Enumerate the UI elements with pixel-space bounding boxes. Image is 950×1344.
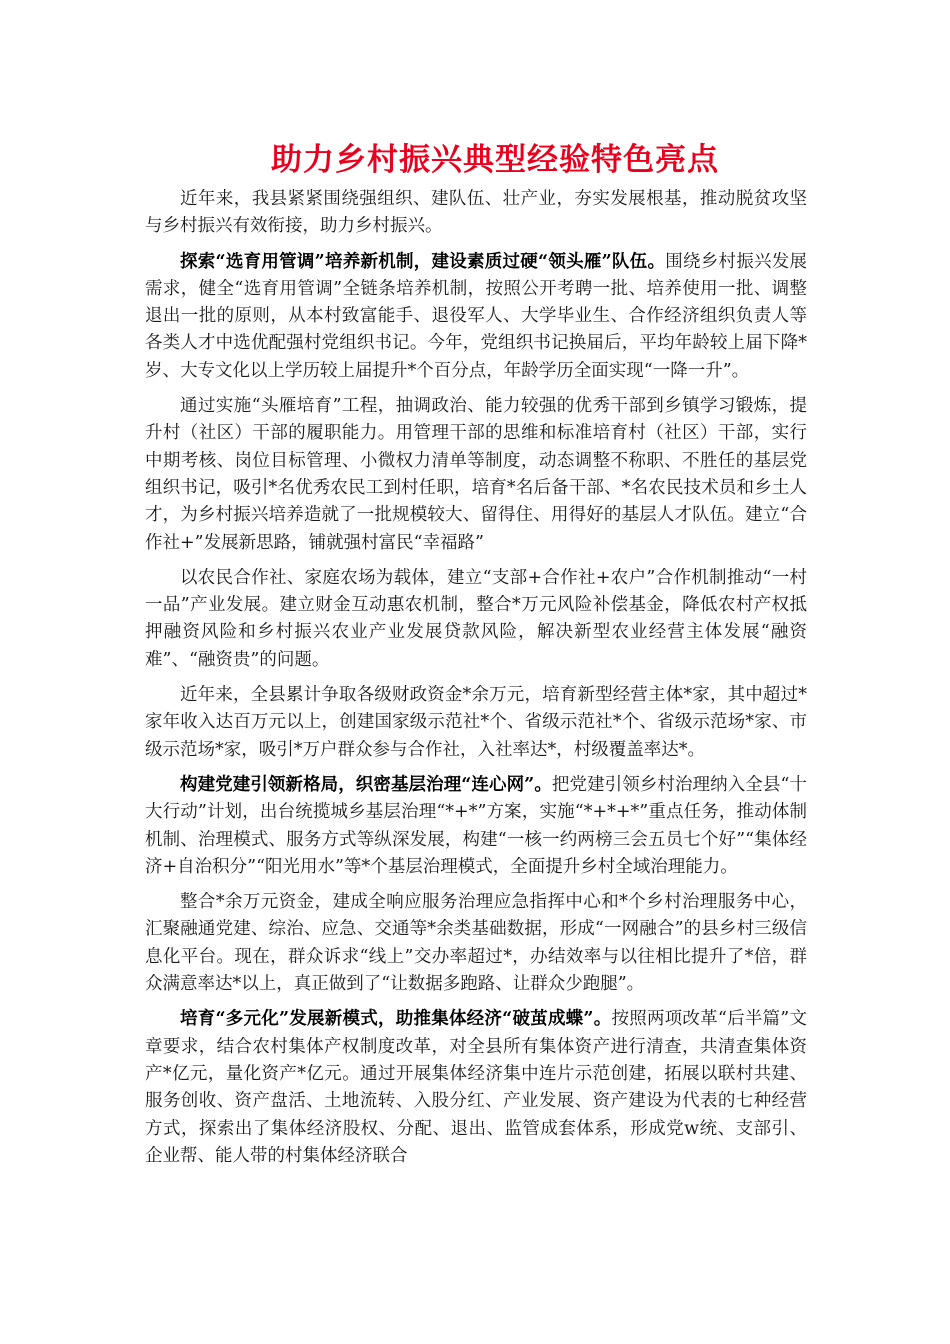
paragraph-collective-economy: [145, 1006, 807, 1170]
paragraph-text: 整合*余万元资金，建成全响应服务治理应急指挥中心和*个乡村治理服务中心，汇聚融通党建、综治、应急、交通等*余类基础数据，形成“一网融合”的县乡村三级信息化平台。现在，群众诉求“线上”交办率超过*，办结效率与以往相比提升了*倍，群众满意率达*以上，真正做到了“让数据多跑路、让群众少跑腿”。: [145, 892, 807, 995]
paragraph-text: 按照两项改革“后半篇”文章要求，结合农村集体产权制度改革，对全县所有集体资产进行清查，共清查集体资产*亿元，量化资产*亿元。通过开展集体经济集中连片示范创建，拓展以联村共建、服务创收、资产盘活、土地流转、入股分红、产业发展、资产建设为代表的七种经营方式，探索出了集体经济股权、分配、退出、监管成套体系，形成党w统、支部引、企业帮、能人带的村集体经济联合: [145, 1009, 807, 1166]
paragraph-text: 通过实施“头雁培育”工程，抽调政治、能力较强的优秀干部到乡镇学习锻炼，提升村（社区）干部的履职能力。用管理干部的思维和标准培育村（社区）干部，实行中期考核、岗位目标管理、小微权力清单等制度，动态调整不称职、不胜任的基层党组织书记，吸引*名优秀农民工到村任职，培育*名后备干部、*名农民技术员和乡土人才，为乡村振兴培养造就了一批规模较大、留得住、用得好的基层人才队伍。建立“合作社+”发展新思路，铺就强村富民“幸福路”: [145, 396, 807, 553]
paragraph-text: 近年来，我县紧紧围绕强组织、建队伍、壮产业，夯实发展根基，推动脱贫攻坚与乡村振兴有效衔接，助力乡村振兴。: [145, 189, 807, 237]
paragraph-head-goose-training: [145, 393, 807, 557]
paragraph-lead-heading: 探索“选育用管调”培养新机制，建设素质过硬“领头雁”队伍。: [180, 251, 666, 272]
paragraph-talent-mechanism: [145, 249, 807, 385]
paragraph-text: 以农民合作社、家庭农场为载体，建立“支部+合作社+农户”合作机制推动“一村一品”产业发展。建立财金互动惠农机制，整合*万元风险补偿基金，降低农村产权抵押融资风险和乡村振兴农业产业发展贷款风险，解决新型农业经营主体发展“融资难”、“融资贵”的问题。: [145, 567, 807, 670]
paragraph-information-platform: [145, 889, 807, 998]
paragraph-text: 近年来，全县累计争取各级财政资金*余万元，培育新型经营主体*家，其中超过*家年收入达百万元以上，创建国家级示范社*个、省级示范社*个、省级示范场*家、市级示范场*家，吸引*万户群众参与合作社，入社率达*，村级覆盖率达*。: [145, 685, 807, 760]
paragraph-lead-heading: 培育“多元化”发展新模式，助推集体经济“破茧成蝶”。: [180, 1009, 612, 1030]
document-title: 助力乡村振兴典型经验特色亮点: [271, 142, 719, 178]
paragraph-text: 把党建引领乡村治理纳入全县“十大行动”计划，出台统揽城乡基层治理“*+*”方案，实施“*+*+*”重点任务，推动体制机制、治理模式、服务方式等纵深发展，构建“一核一约两榜三会五员七个好”“集体经济+自治积分”“阳光用水”等*个基层治理模式，全面提升乡村全域治理能力。: [145, 774, 807, 877]
document-body: [145, 186, 807, 1178]
paragraph-funding-results: [145, 682, 807, 764]
paragraph-cooperative-finance: [145, 565, 807, 674]
paragraph-lead-heading: 构建党建引领新格局，织密基层治理“连心网”。: [180, 774, 552, 795]
paragraph-text: 围绕乡村振兴发展需求，健全“选育用管调”全链条培养机制，按照公开考聘一批、培养使用一批、调整退出一批的原则，从本村致富能手、退役军人、大学毕业生、合作经济组织负责人等各类人才中选优配强村党组织书记。今年，党组织书记换届后，平均年龄较上届下降*岁、大专文化以上学历较上届提升*个百分点，年龄学历全面实现“一降一升”。: [145, 251, 807, 381]
paragraph-governance: [145, 772, 807, 881]
paragraph-intro: [145, 186, 807, 241]
